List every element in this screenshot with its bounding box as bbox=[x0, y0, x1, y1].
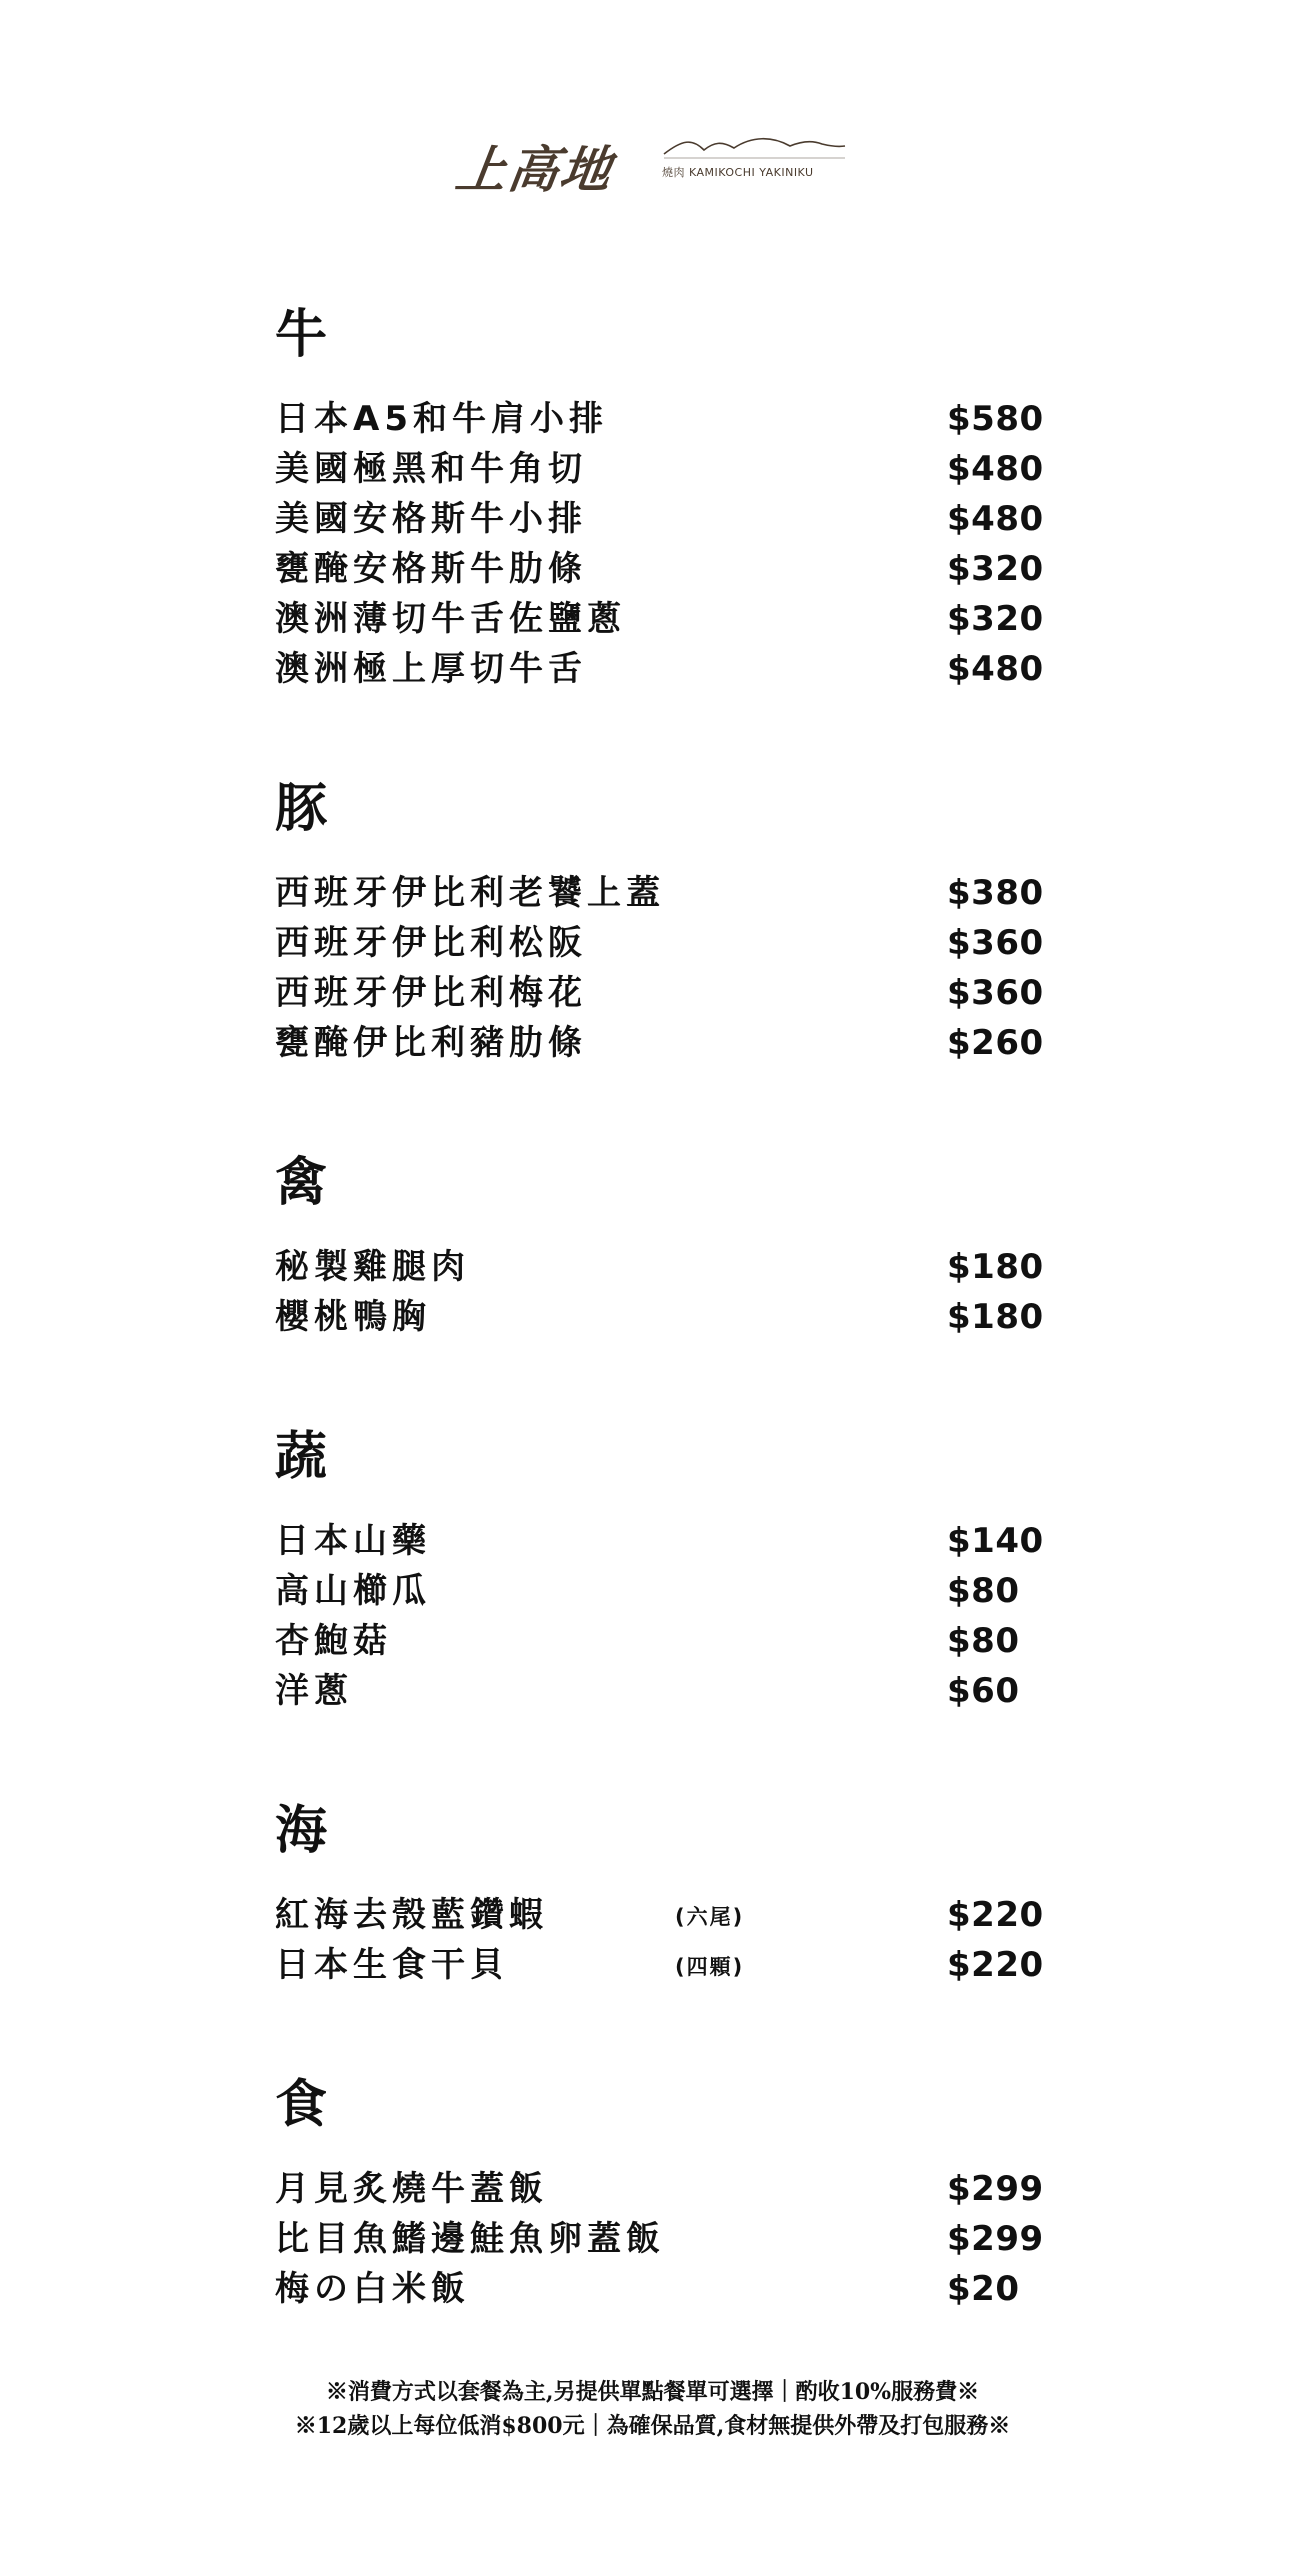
menu-item bbox=[275, 2264, 1045, 2314]
menu-item-name: 西班牙伊比利老饕上蓋 bbox=[275, 873, 665, 913]
menu-item bbox=[275, 968, 1045, 1018]
menu-item-price: $80 bbox=[947, 1621, 1020, 1661]
section-title: 豚 bbox=[275, 778, 328, 839]
menu-item-name: 甕醃伊比利豬肋條 bbox=[275, 1023, 587, 1063]
menu-item bbox=[275, 1616, 1045, 1666]
menu-item-note: (四顆) bbox=[675, 1955, 745, 1979]
menu-item-name: 洋蔥 bbox=[275, 1671, 353, 1711]
menu-item-price: $580 bbox=[947, 399, 1044, 439]
menu bbox=[275, 300, 1045, 2314]
menu-item bbox=[275, 2214, 1045, 2264]
menu-item bbox=[275, 868, 1045, 918]
menu-item-price: $20 bbox=[947, 2269, 1020, 2309]
footer-notice bbox=[0, 2375, 1305, 2443]
menu-item-name: 甕醃安格斯牛肋條 bbox=[275, 549, 587, 589]
menu-item bbox=[275, 1018, 1045, 1068]
menu-item-price: $360 bbox=[947, 923, 1044, 963]
footer-line-1: ※消費方式以套餐為主,另提供單點餐單可選擇｜酌收10%服務費※ bbox=[325, 2379, 980, 2405]
menu-item-price: $299 bbox=[947, 2169, 1044, 2209]
menu-item-name: 紅海去殼藍鑽蝦 bbox=[275, 1895, 548, 1935]
menu-item bbox=[275, 544, 1045, 594]
menu-item-price: $220 bbox=[947, 1895, 1044, 1935]
mountain-icon bbox=[662, 132, 847, 162]
menu-section bbox=[275, 1422, 1045, 1716]
menu-item bbox=[275, 2164, 1045, 2214]
menu-item-name: 西班牙伊比利梅花 bbox=[275, 973, 587, 1013]
logo-script-text: 上高地 bbox=[452, 140, 617, 199]
section-title: 海 bbox=[275, 1800, 328, 1861]
logo-calligraphy bbox=[452, 124, 657, 199]
menu-item-price: $480 bbox=[947, 499, 1044, 539]
menu-item bbox=[275, 1292, 1045, 1342]
menu-item-name: 澳洲極上厚切牛舌 bbox=[275, 649, 587, 689]
logo-subtitle: 燒肉 KAMIKOCHI YAKINIKU bbox=[662, 166, 814, 179]
menu-item-name: 西班牙伊比利松阪 bbox=[275, 923, 587, 963]
menu-item-price: $80 bbox=[947, 1571, 1020, 1611]
menu-item bbox=[275, 644, 1045, 694]
menu-item bbox=[275, 1666, 1045, 1716]
menu-item bbox=[275, 1890, 1045, 1940]
menu-item-name: 秘製雞腿肉 bbox=[275, 1247, 470, 1287]
menu-section bbox=[275, 1148, 1045, 1342]
menu-item-note: (六尾) bbox=[675, 1905, 745, 1929]
menu-item-price: $480 bbox=[947, 649, 1044, 689]
menu-item-price: $140 bbox=[947, 1521, 1044, 1561]
restaurant-logo bbox=[452, 124, 847, 199]
menu-item-name: 櫻桃鴨胸 bbox=[275, 1297, 431, 1337]
menu-item bbox=[275, 1242, 1045, 1292]
menu-item-name: 澳洲薄切牛舌佐鹽蔥 bbox=[275, 599, 626, 639]
menu-item-name: 日本A5和牛肩小排 bbox=[275, 399, 608, 439]
menu-item-name: 月見炙燒牛蓋飯 bbox=[275, 2169, 548, 2209]
menu-item-price: $360 bbox=[947, 973, 1044, 1013]
section-title: 蔬 bbox=[275, 1426, 328, 1487]
section-title: 禽 bbox=[275, 1152, 328, 1213]
menu-item-name: 日本山藥 bbox=[275, 1521, 431, 1561]
menu-item bbox=[275, 444, 1045, 494]
menu-section bbox=[275, 300, 1045, 694]
menu-item bbox=[275, 394, 1045, 444]
menu-item-price: $380 bbox=[947, 873, 1044, 913]
menu-item bbox=[275, 1566, 1045, 1616]
menu-item-name: 美國安格斯牛小排 bbox=[275, 499, 587, 539]
menu-item bbox=[275, 1940, 1045, 1990]
menu-item-price: $320 bbox=[947, 549, 1044, 589]
menu-item-price: $180 bbox=[947, 1297, 1044, 1337]
menu-item-name: 高山櫛瓜 bbox=[275, 1571, 431, 1611]
menu-item-name: 美國極黑和牛角切 bbox=[275, 449, 587, 489]
section-title: 牛 bbox=[275, 304, 328, 365]
menu-section bbox=[275, 2070, 1045, 2314]
menu-item-price: $180 bbox=[947, 1247, 1044, 1287]
section-title: 食 bbox=[275, 2074, 328, 2135]
menu-item bbox=[275, 594, 1045, 644]
menu-item-price: $299 bbox=[947, 2219, 1044, 2259]
footer-line-2: ※12歲以上每位低消$800元｜為確保品質,食材無提供外帶及打包服務※ bbox=[294, 2413, 1011, 2439]
menu-item-price: $220 bbox=[947, 1945, 1044, 1985]
menu-item-price: $60 bbox=[947, 1671, 1020, 1711]
menu-item bbox=[275, 1516, 1045, 1566]
menu-item-price: $320 bbox=[947, 599, 1044, 639]
menu-item-name: 比目魚鰭邊鮭魚卵蓋飯 bbox=[275, 2219, 665, 2259]
menu-item-price: $480 bbox=[947, 449, 1044, 489]
menu-section bbox=[275, 774, 1045, 1068]
menu-item-name: 杏鮑菇 bbox=[275, 1621, 392, 1661]
menu-item bbox=[275, 494, 1045, 544]
menu-item-price: $260 bbox=[947, 1023, 1044, 1063]
menu-item bbox=[275, 918, 1045, 968]
menu-section bbox=[275, 1796, 1045, 1990]
menu-item-name: 日本生食干貝 bbox=[275, 1945, 509, 1985]
menu-item-name: 梅の白米飯 bbox=[275, 2269, 470, 2309]
